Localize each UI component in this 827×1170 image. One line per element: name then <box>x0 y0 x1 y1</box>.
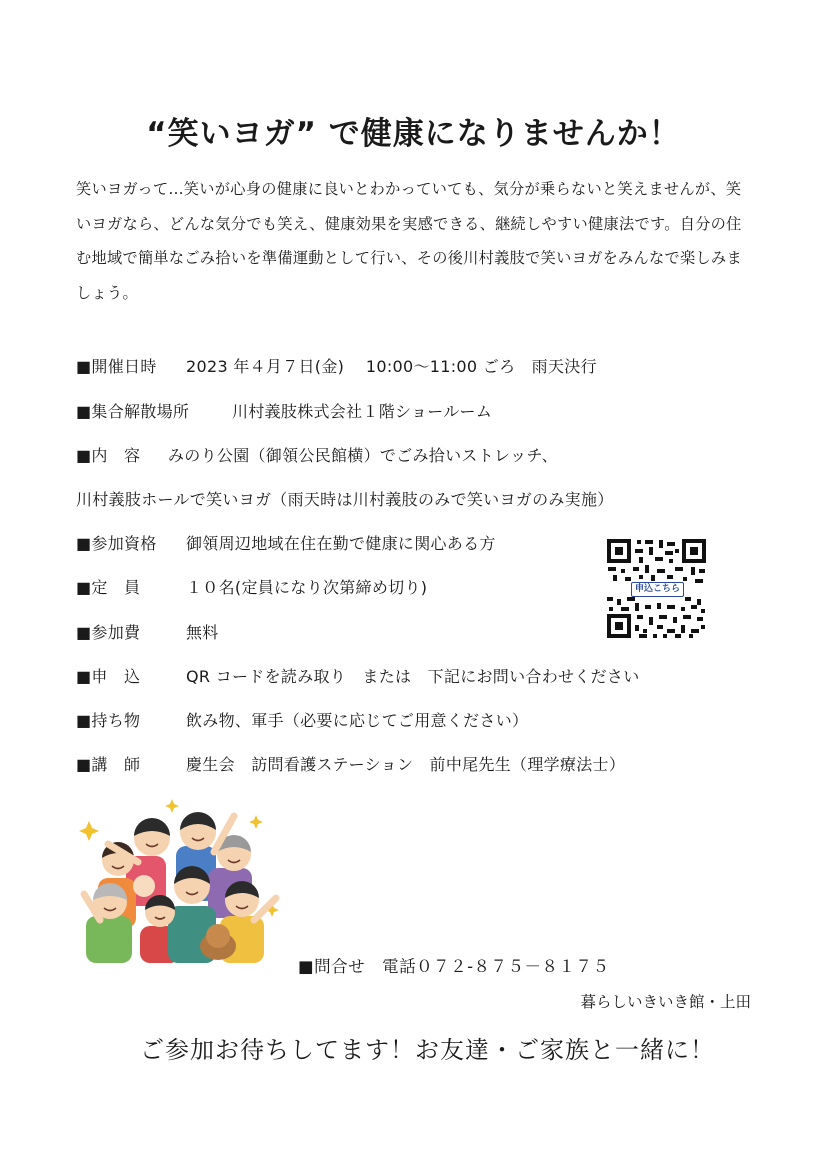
detail-value: QR コードを読み取り または 下記にお問い合わせください <box>186 667 640 686</box>
detail-label: ■参加費 <box>76 623 141 642</box>
detail-value: 飲み物、軍手（必要に応じてご用意ください） <box>186 711 529 730</box>
detail-label: ■申 込 <box>76 667 141 686</box>
happy-group-illustration <box>78 798 283 963</box>
detail-label: ■集合解散場所 <box>76 402 190 421</box>
closing-message: ご参加お待ちしてます！お友達・ご家族と一緒に！ <box>140 1036 715 1064</box>
detail-apply <box>76 664 640 687</box>
detail-value: 御領周辺地域在住在勤で健康に関心ある方 <box>186 534 496 553</box>
detail-value: みのり公園（御領公民館横）でごみ拾いストレッチ、 <box>168 446 558 465</box>
detail-value: 2023 年４月７日(金) 10:00～11:00 ごろ 雨天決行 <box>186 357 597 376</box>
intro-paragraph: 笑いヨガって…笑いが心身の健康に良いとわかっていても、気分が乗らないと笑えませんが、笑いヨガなら、どんな気分でも笑え、健康効果を実感できる、継続しやすい健康法です。自分の住む地域で簡単なごみ拾いを準備運動として行い、その後川村義肢で笑いヨガをみんなで楽しみましょう。 <box>76 180 742 302</box>
contact-organization: 暮らしいきいき館・上田 <box>580 993 751 1011</box>
detail-venue <box>76 399 493 422</box>
detail-instructor <box>76 752 626 775</box>
detail-label: ■開催日時 <box>76 357 157 376</box>
qr-apply-label: 申込こちら <box>631 582 684 597</box>
detail-value: 無料 <box>186 623 219 642</box>
detail-label: ■定 員 <box>76 578 141 597</box>
detail-label: ■講 師 <box>76 755 141 774</box>
contact-phone: ■問合せ 電話０７２-８７５－８１７５ <box>298 957 610 976</box>
detail-value: 川村義肢株式会社１階ショールーム <box>232 402 493 421</box>
qr-code[interactable] <box>605 537 708 640</box>
detail-content <box>76 443 558 466</box>
detail-fee <box>76 620 219 643</box>
detail-value: １０名(定員になり次第締め切り) <box>186 578 428 597</box>
detail-content-line2: 川村義肢ホールで笑いヨガ（雨天時は川村義肢のみで笑いヨガのみ実施） <box>76 490 614 509</box>
detail-date <box>76 354 597 377</box>
detail-capacity <box>76 575 428 598</box>
detail-label: ■参加資格 <box>76 534 157 553</box>
detail-label: ■持ち物 <box>76 711 141 730</box>
detail-value: 慶生会 訪問看護ステーション 前中尾先生（理学療法士） <box>186 755 626 774</box>
detail-label: ■内 容 <box>76 446 141 465</box>
detail-eligibility <box>76 531 496 554</box>
flyer-title: “笑いヨガ” で健康になりませんか！ <box>146 116 681 152</box>
detail-bring <box>76 708 529 731</box>
